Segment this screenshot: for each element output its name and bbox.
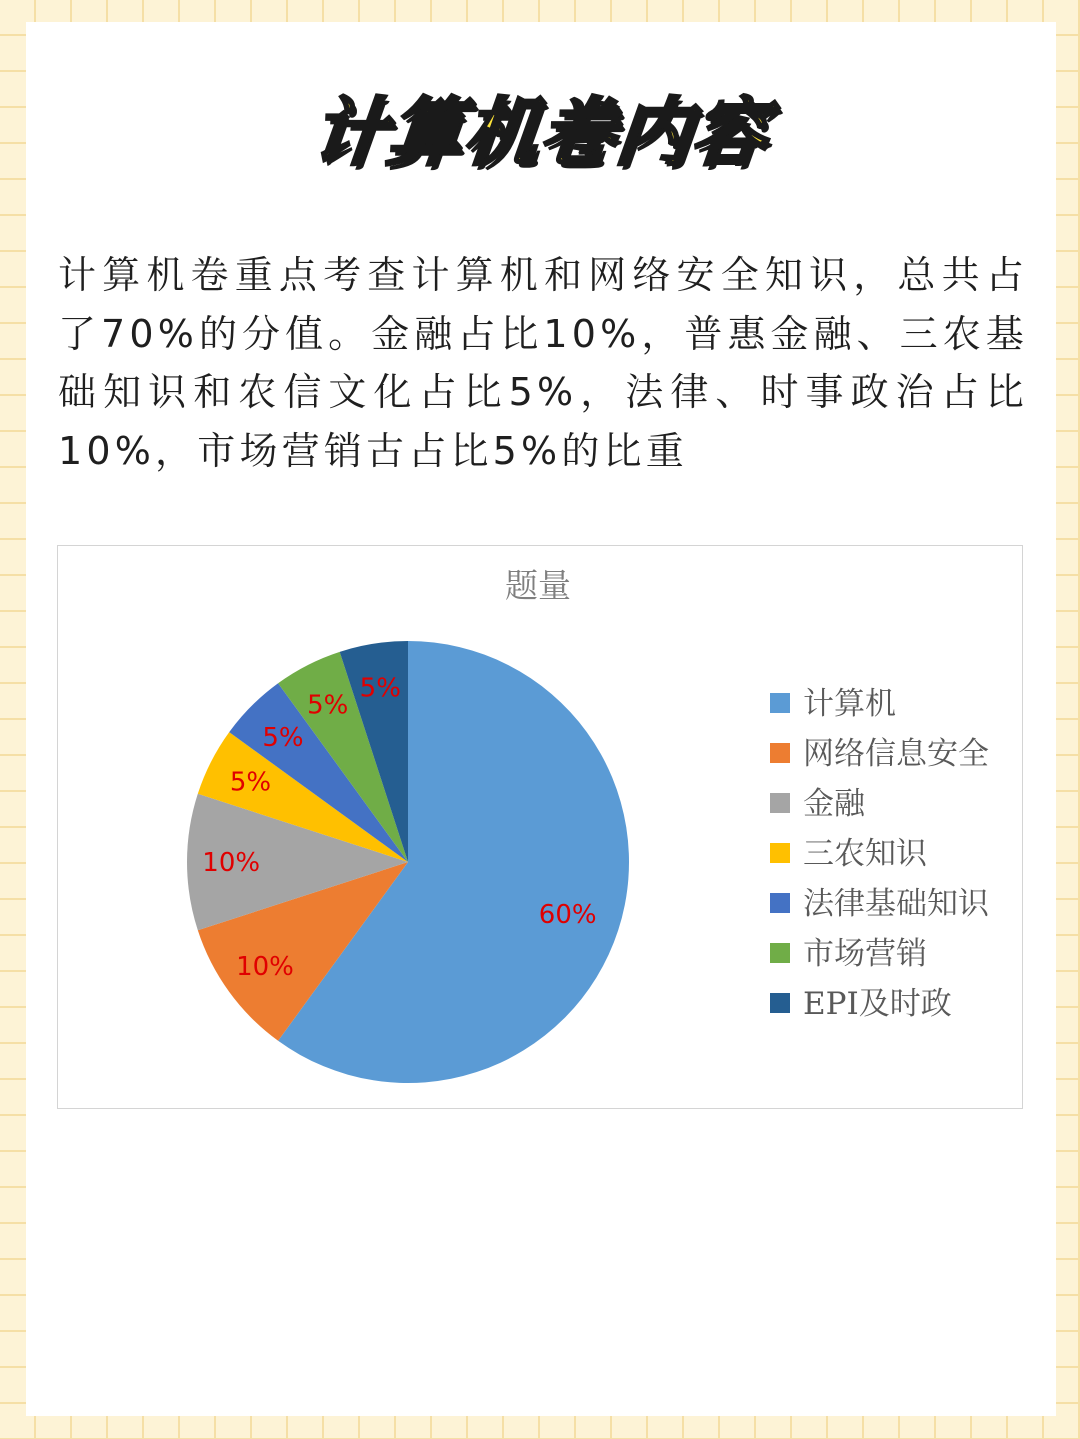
chart-legend	[770, 686, 990, 1022]
data-label-6: 5%	[307, 690, 349, 721]
legend-swatch-7	[770, 993, 790, 1013]
legend-label-7: EPI及时政	[803, 986, 952, 1022]
chart-title: 题量	[505, 566, 571, 605]
legend-swatch-3	[770, 793, 790, 813]
pie-chart	[58, 546, 1022, 1108]
legend-label-1: 计算机	[803, 686, 896, 722]
data-label-2: 10%	[236, 951, 294, 982]
content-card	[26, 22, 1056, 1416]
intro-paragraph: 计算机卷重点考查计算机和网络安全知识，总共占了70%的分值。金融占比10%，普惠金融、三农基础知识和农信文化占比5%，法律、时事政治占比10%，市场营销古占比5%的比重	[58, 253, 1028, 473]
data-label-7: 5%	[359, 673, 401, 704]
data-label-1: 60%	[538, 899, 597, 930]
legend-label-6: 市场营销	[803, 936, 927, 972]
legend-label-5: 法律基础知识	[803, 886, 989, 922]
legend-swatch-1	[770, 693, 790, 713]
legend-swatch-5	[770, 893, 790, 913]
page-headline: 计算机卷内容	[307, 90, 773, 176]
pie-chart-panel	[57, 545, 1023, 1109]
legend-swatch-2	[770, 743, 790, 763]
data-label-3: 10%	[202, 848, 261, 878]
legend-label-2: 网络信息安全	[803, 736, 989, 772]
legend-label-3: 金融	[803, 786, 865, 822]
legend-label-4: 三农知识	[803, 836, 927, 872]
legend-swatch-4	[770, 843, 790, 863]
data-label-4: 5%	[229, 767, 272, 798]
data-label-5: 5%	[262, 723, 304, 753]
legend-swatch-6	[770, 943, 790, 963]
